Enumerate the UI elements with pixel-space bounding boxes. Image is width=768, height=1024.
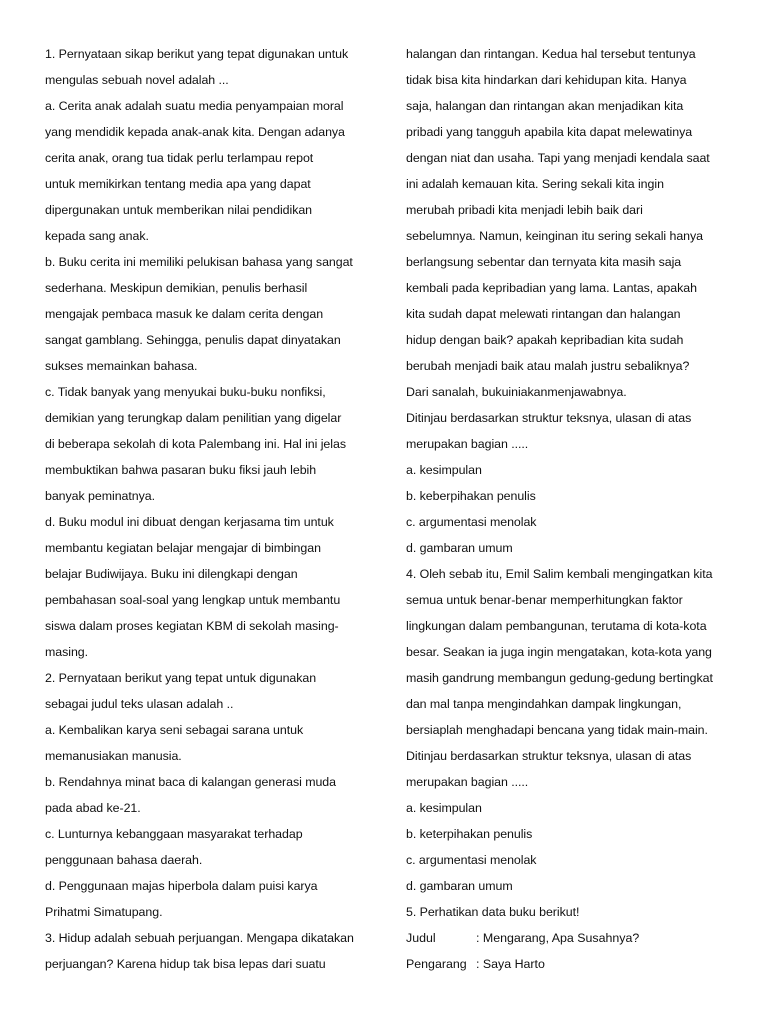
left-column-line: d. Buku modul ini dibuat dengan kerjasama tim untuk bbox=[45, 515, 334, 529]
right-column-line: dengan niat dan usaha. Tapi yang menjadi kendala saat bbox=[406, 151, 710, 165]
right-column-line: Ditinjau berdasarkan struktur teksnya, ulasan di atas bbox=[406, 411, 692, 425]
left-column-line: d. Penggunaan majas hiperbola dalam puisi karya bbox=[45, 879, 318, 893]
left-column bbox=[45, 41, 373, 977]
right-column-line: merubah pribadi kita menjadi lebih baik dari bbox=[406, 203, 643, 217]
left-column-line: a. Kembalikan karya seni sebagai sarana untuk bbox=[45, 723, 304, 737]
left-column-line: kepada sang anak. bbox=[45, 229, 149, 243]
right-column-line: lingkungan dalam pembangunan, terutama di kota-kota bbox=[406, 619, 707, 633]
left-column-line: siswa dalam proses kegiatan KBM di sekolah masing- bbox=[45, 619, 339, 633]
right-column-line: kembali pada kepribadian yang lama. Lantas, apakah bbox=[406, 281, 697, 295]
right-column-line: berlangsung sebentar dan ternyata kita masih saja bbox=[406, 255, 682, 269]
left-column-line: cerita anak, orang tua tidak perlu terlampau repot bbox=[45, 151, 314, 165]
right-column-line: 5. Perhatikan data buku berikut! bbox=[406, 905, 580, 919]
left-column-line: 3. Hidup adalah sebuah perjuangan. Mengapa dikatakan bbox=[45, 931, 354, 945]
right-column-line: a. kesimpulan bbox=[406, 801, 482, 815]
right-column-line: d. gambaran umum bbox=[406, 541, 513, 555]
book-data-key: Pengarang bbox=[406, 957, 467, 971]
right-column-line: ini adalah kemauan kita. Sering sekali kita ingin bbox=[406, 177, 664, 191]
right-column-line: b. keberpihakan penulis bbox=[406, 489, 536, 503]
right-column-line: masih gandrung membangun gedung-gedung bertingkat bbox=[406, 671, 713, 685]
left-column-line: sangat gamblang. Sehingga, penulis dapat dinyatakan bbox=[45, 333, 341, 347]
right-column-line: Ditinjau berdasarkan struktur teksnya, ulasan di atas bbox=[406, 749, 692, 763]
right-column-line: semua untuk benar-benar memperhitungkan faktor bbox=[406, 593, 683, 607]
right-column-line: d. gambaran umum bbox=[406, 879, 513, 893]
left-column-line: masing. bbox=[45, 645, 89, 659]
left-column-line: banyak peminatnya. bbox=[45, 489, 155, 503]
left-column-line: membuktikan bahwa pasaran buku fiksi jauh lebih bbox=[45, 463, 317, 477]
right-column bbox=[406, 41, 728, 977]
book-data-row bbox=[406, 951, 728, 977]
left-column-line: penggunaan bahasa daerah. bbox=[45, 853, 203, 867]
right-column-line: c. argumentasi menolak bbox=[406, 853, 537, 867]
left-column-line: pada abad ke-21. bbox=[45, 801, 141, 815]
right-column-line: sebelumnya. Namun, keinginan itu sering sekali hanya bbox=[406, 229, 704, 243]
book-data-list bbox=[406, 925, 728, 977]
left-column-line: sebagai judul teks ulasan adalah .. bbox=[45, 697, 234, 711]
right-column-line: merupakan bagian ..... bbox=[406, 437, 529, 451]
right-column-line: kita sudah dapat melewati rintangan dan halangan bbox=[406, 307, 681, 321]
right-column-line: merupakan bagian ..... bbox=[406, 775, 529, 789]
left-column-line: sederhana. Meskipun demikian, penulis berhasil bbox=[45, 281, 308, 295]
left-column-line: yang mendidik kepada anak-anak kita. Dengan adanya bbox=[45, 125, 345, 139]
left-column-line: sukses memainkan bahasa. bbox=[45, 359, 198, 373]
left-column-line: mengulas sebuah novel adalah ... bbox=[45, 73, 229, 87]
left-column-line: b. Buku cerita ini memiliki pelukisan bahasa yang sangat bbox=[45, 255, 353, 269]
book-data-value: : Saya Harto bbox=[476, 957, 545, 971]
left-column-line: b. Rendahnya minat baca di kalangan generasi muda bbox=[45, 775, 336, 789]
left-column-line: belajar Budiwijaya. Buku ini dilengkapi dengan bbox=[45, 567, 298, 581]
right-column-line: tidak bisa kita hindarkan dari kehidupan kita. Hanya bbox=[406, 73, 687, 87]
left-column-line: perjuangan? Karena hidup tak bisa lepas dari suatu bbox=[45, 957, 326, 971]
left-column-line: pembahasan soal-soal yang lengkap untuk membantu bbox=[45, 593, 341, 607]
left-column-line: c. Lunturnya kebanggaan masyarakat terhadap bbox=[45, 827, 303, 841]
right-column-line: dan mal tanpa mengindahkan dampak lingkungan, bbox=[406, 697, 682, 711]
left-column-line: mengajak pembaca masuk ke dalam cerita dengan bbox=[45, 307, 324, 321]
right-column-line: halangan dan rintangan. Kedua hal tersebut tentunya bbox=[406, 47, 696, 61]
left-column-line: dipergunakan untuk memberikan nilai pendidikan bbox=[45, 203, 313, 217]
right-column-line: hidup dengan baik? apakah kepribadian kita sudah bbox=[406, 333, 684, 347]
left-column-line: a. Cerita anak adalah suatu media penyampaian moral bbox=[45, 99, 344, 113]
left-column-line: demikian yang terungkap dalam penilitian yang digelar bbox=[45, 411, 342, 425]
right-column-line: pribadi yang tangguh apabila kita dapat melewatinya bbox=[406, 125, 693, 139]
left-column-line: membantu kegiatan belajar mengajar di bimbingan bbox=[45, 541, 321, 555]
left-column-line: untuk memikirkan tentang media apa yang dapat bbox=[45, 177, 311, 191]
right-column-line: 4. Oleh sebab itu, Emil Salim kembali mengingatkan kita bbox=[406, 567, 713, 581]
left-column-line: memanusiakan manusia. bbox=[45, 749, 182, 763]
right-column-line: c. argumentasi menolak bbox=[406, 515, 537, 529]
right-column-line: a. kesimpulan bbox=[406, 463, 482, 477]
right-column-line: berubah menjadi baik atau malah justru sebaliknya? bbox=[406, 359, 690, 373]
right-column-line: b. keterpihakan penulis bbox=[406, 827, 533, 841]
left-column-line: c. Tidak banyak yang menyukai buku-buku nonfiksi, bbox=[45, 385, 326, 399]
right-column-line: saja, halangan dan rintangan akan menjadikan kita bbox=[406, 99, 684, 113]
left-column-line: Prihatmi Simatupang. bbox=[45, 905, 163, 919]
left-column-line: di beberapa sekolah di kota Palembang ini. Hal ini jelas bbox=[45, 437, 346, 451]
right-column-line: Dari sanalah, bukuiniakanmenjawabnya. bbox=[406, 385, 627, 399]
right-column-line: bersiaplah menghadapi bencana yang tidak main-main. bbox=[406, 723, 708, 737]
book-data-row bbox=[406, 925, 728, 951]
book-data-value: : Mengarang, Apa Susahnya? bbox=[476, 931, 640, 945]
left-column-line: 1. Pernyataan sikap berikut yang tepat digunakan untuk bbox=[45, 47, 349, 61]
book-data-key: Judul bbox=[406, 931, 436, 945]
left-column-line: 2. Pernyataan berikut yang tepat untuk digunakan bbox=[45, 671, 317, 685]
right-column-line: besar. Seakan ia juga ingin mengatakan, kota-kota yang bbox=[406, 645, 712, 659]
